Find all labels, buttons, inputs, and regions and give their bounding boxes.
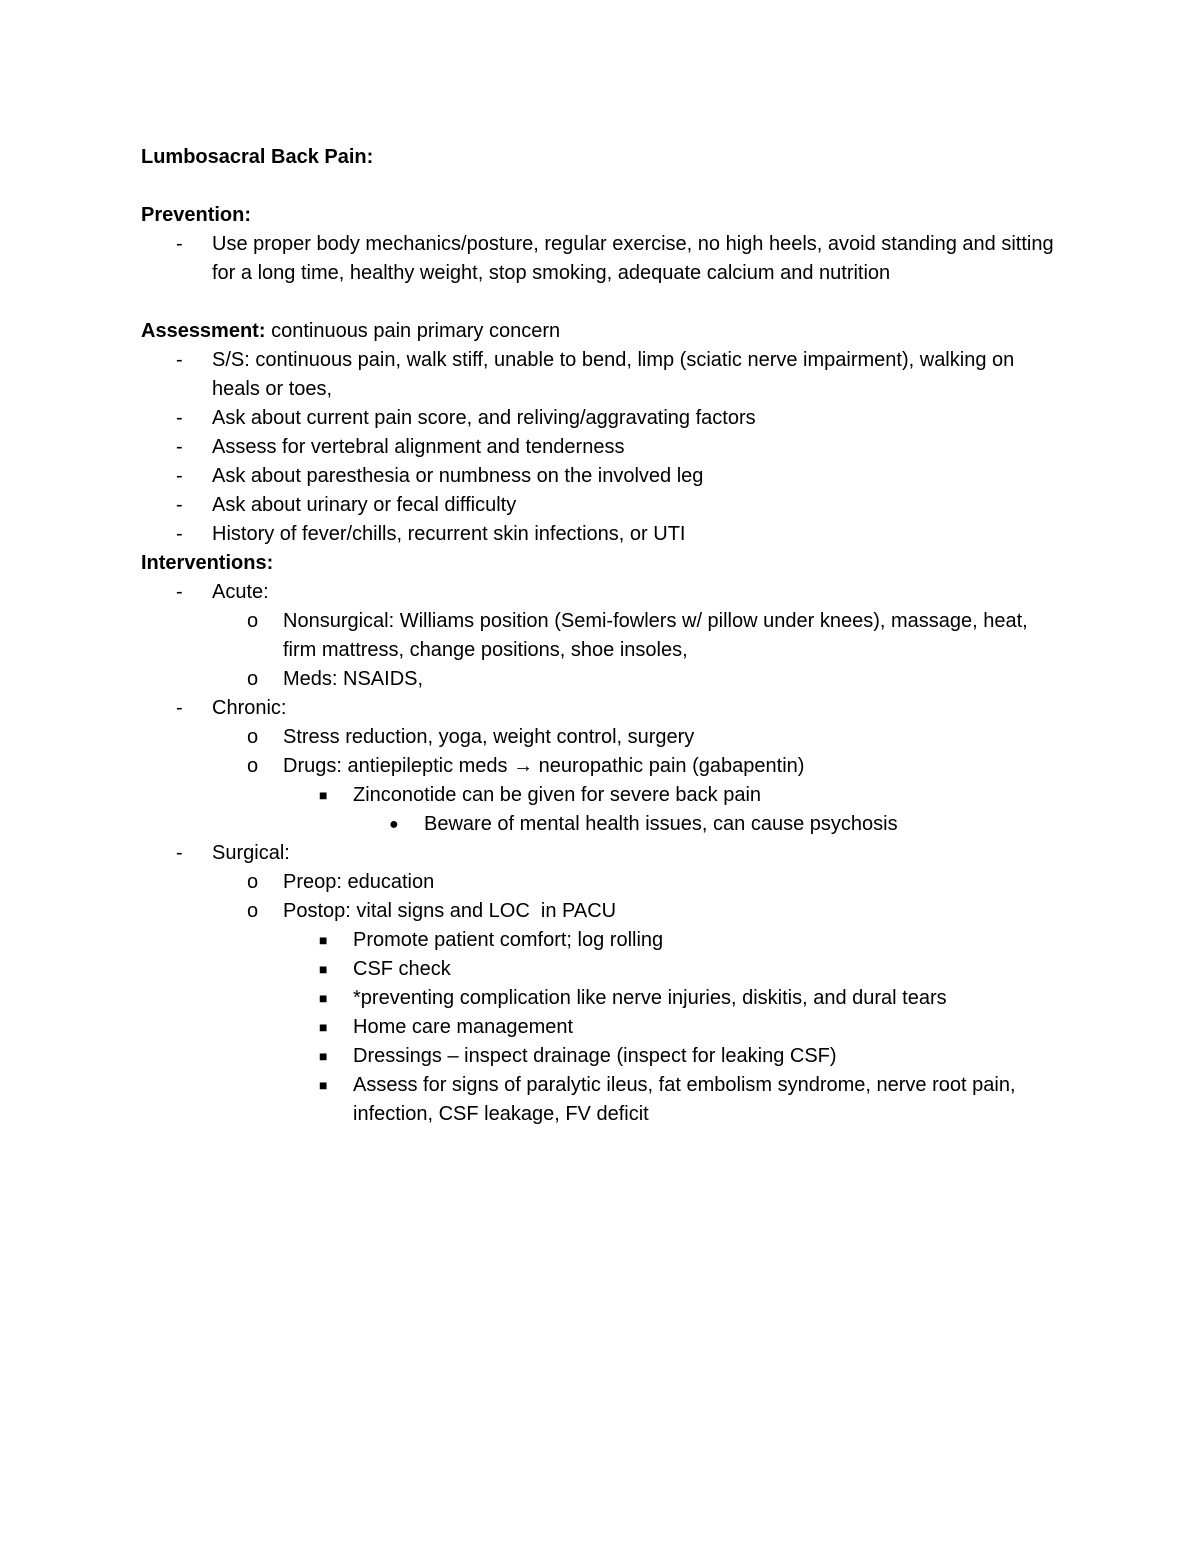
- square-marker: ■: [319, 990, 328, 1006]
- list-item: [141, 230, 1061, 288]
- acute-item-text: Meds: NSAIDS,: [283, 668, 424, 690]
- list-item: [141, 723, 1061, 752]
- square-marker: ■: [319, 932, 328, 948]
- chronic-sub-item-text: Zinconotide can be given for severe back pain: [353, 784, 762, 806]
- dash-marker: -: [176, 407, 183, 429]
- assessment-item-text: Ask about paresthesia or numbness on the involved leg: [212, 465, 704, 487]
- list-item: [141, 433, 1061, 462]
- list-item: [141, 462, 1061, 491]
- list-item: [141, 1042, 1061, 1071]
- dash-marker: -: [176, 436, 183, 458]
- circle-marker: o: [247, 668, 259, 690]
- list-item: [141, 404, 1061, 433]
- chronic-item-text: Stress reduction, yoga, weight control, surgery: [283, 726, 695, 748]
- spacer: [141, 172, 1061, 201]
- acute-item-text: Nonsurgical: Williams position (Semi-fowlers w/ pillow under knees), massage, heat, firm mattress, change positions, shoe insoles,: [283, 610, 1028, 661]
- assessment-heading: Assessment:: [141, 320, 266, 342]
- list-item: [141, 897, 1061, 926]
- list-item: [141, 868, 1061, 897]
- circle-marker: o: [247, 755, 259, 777]
- square-marker: ■: [319, 1077, 328, 1093]
- dash-marker: -: [176, 523, 183, 545]
- list-item: [141, 752, 1061, 781]
- prevention-item-text: Use proper body mechanics/posture, regular exercise, no high heels, avoid standing and sitting for a long time, healthy weight, stop smoking, adequate calcium and nutrition: [212, 233, 1054, 284]
- surgical-item-text: Postop: vital signs and LOC in PACU: [283, 900, 617, 922]
- document-title: Lumbosacral Back Pain:: [141, 146, 374, 168]
- dash-marker: -: [176, 842, 183, 864]
- list-item: [141, 694, 1061, 723]
- assessment-item-text: Assess for vertebral alignment and tenderness: [212, 436, 625, 458]
- assessment-item-text: S/S: continuous pain, walk stiff, unable to bend, limp (sciatic nerve impairment), walking on heals or toes,: [212, 349, 1015, 400]
- postop-item-text: Promote patient comfort; log rolling: [353, 929, 664, 951]
- assessment-item-text: History of fever/chills, recurrent skin infections, or UTI: [212, 523, 686, 545]
- dot-marker: ●: [389, 816, 399, 833]
- circle-marker: o: [247, 726, 259, 748]
- assessment-item-text: Ask about urinary or fecal difficulty: [212, 494, 517, 516]
- postop-item-text: Dressings – inspect drainage (inspect for leaking CSF): [353, 1045, 837, 1067]
- list-item: [141, 839, 1061, 868]
- postop-item-text: *preventing complication like nerve injuries, diskitis, and dural tears: [353, 987, 947, 1009]
- dash-marker: -: [176, 494, 183, 516]
- list-item: [141, 578, 1061, 607]
- circle-marker: o: [247, 900, 259, 922]
- chronic-label: Chronic:: [212, 697, 287, 719]
- document-page: [141, 143, 1061, 1129]
- dash-marker: -: [176, 349, 183, 371]
- list-item: [141, 926, 1061, 955]
- list-item: [141, 781, 1061, 810]
- postop-item-text: Assess for signs of paralytic ileus, fat embolism syndrome, nerve root pain, infection, CSF leakage, FV deficit: [353, 1074, 1016, 1125]
- list-item: [141, 607, 1061, 665]
- chronic-sub-sub-item-text: Beware of mental health issues, can cause psychosis: [424, 813, 898, 835]
- assessment-line: [141, 317, 1061, 346]
- list-item: [141, 955, 1061, 984]
- list-item: [141, 346, 1061, 404]
- spacer: [141, 288, 1061, 317]
- dash-marker: -: [176, 697, 183, 719]
- postop-item-text: CSF check: [353, 958, 451, 980]
- dash-marker: -: [176, 581, 183, 603]
- chronic-item-text: Drugs: antiepileptic meds → neuropathic pain (gabapentin): [283, 755, 805, 777]
- list-item: [141, 1013, 1061, 1042]
- interventions-heading: Interventions:: [141, 552, 274, 574]
- square-marker: ■: [319, 1019, 328, 1035]
- dash-marker: -: [176, 465, 183, 487]
- acute-label: Acute:: [212, 581, 269, 603]
- square-marker: ■: [319, 787, 328, 803]
- square-marker: ■: [319, 961, 328, 977]
- list-item: [141, 1071, 1053, 1129]
- prevention-heading: Prevention:: [141, 204, 252, 226]
- surgical-label: Surgical:: [212, 842, 290, 864]
- list-item: [141, 491, 1061, 520]
- dash-marker: -: [176, 233, 183, 255]
- assessment-item-text: Ask about current pain score, and reliving/aggravating factors: [212, 407, 756, 429]
- list-item: [141, 984, 1061, 1013]
- list-item: [141, 810, 1061, 839]
- circle-marker: o: [247, 610, 259, 632]
- square-marker: ■: [319, 1048, 328, 1064]
- list-item: [141, 665, 1061, 694]
- assessment-intro: continuous pain primary concern: [265, 320, 561, 342]
- surgical-item-text: Preop: education: [283, 871, 435, 893]
- postop-item-text: Home care management: [353, 1016, 574, 1038]
- circle-marker: o: [247, 871, 259, 893]
- list-item: [141, 520, 1061, 549]
